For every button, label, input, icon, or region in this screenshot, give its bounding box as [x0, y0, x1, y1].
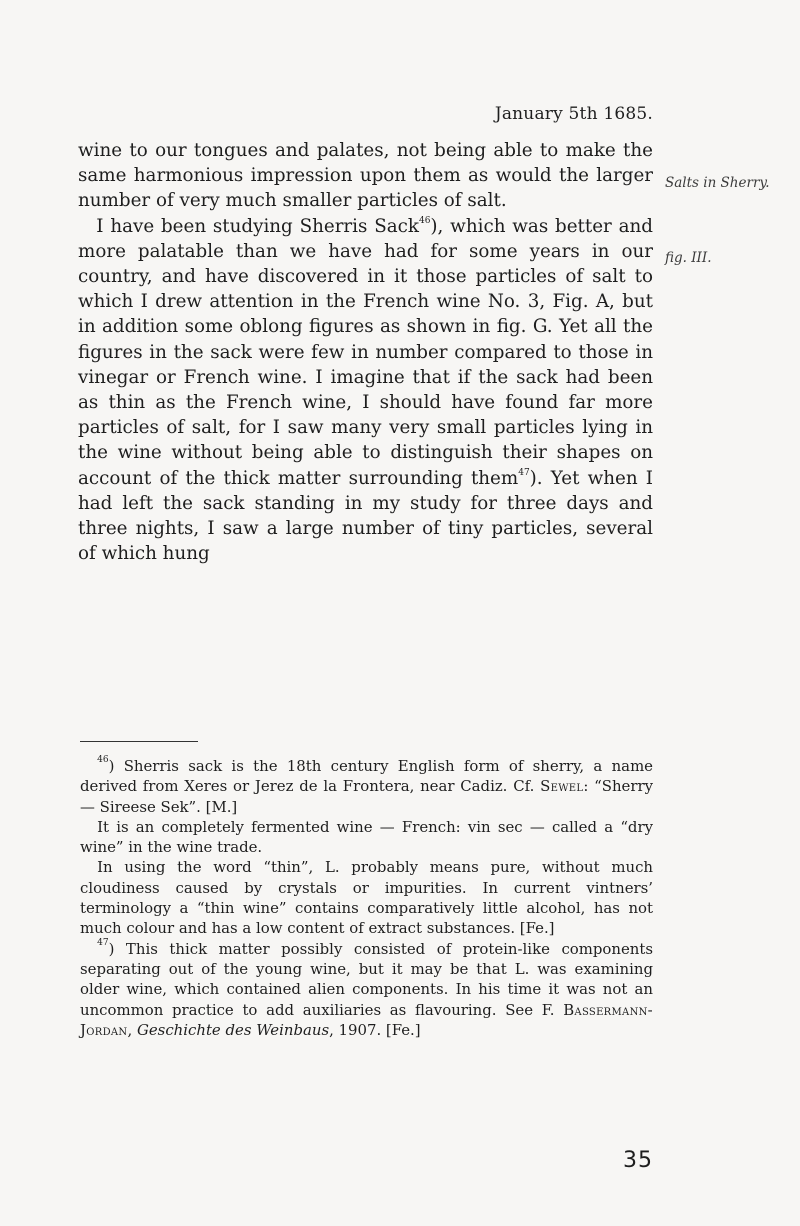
- footnote-ref-47[interactable]: 47: [518, 467, 530, 478]
- margin-note-fig: fig. III.: [665, 250, 712, 266]
- main-text: [78, 138, 653, 566]
- footnote-46: [80, 756, 653, 817]
- footnote-ref-46[interactable]: 46: [418, 215, 431, 226]
- margin-note-salts: Salts in Sherry.: [665, 175, 770, 191]
- footnote-47-title: Geschichte des Weinbaus: [136, 1020, 330, 1039]
- footnote-rule: [80, 741, 198, 742]
- paragraph-2-text-c: ). Yet when I had left the sack standing in my study for three days and three nights, I saw a large number of tiny particles, several of which hung: [78, 467, 653, 565]
- page-number: 35: [623, 1148, 653, 1173]
- footnote-47-author: Bassermann-Jordan: [80, 1000, 653, 1039]
- footnote-47-text-b: , 1907. [Fe.]: [329, 1020, 421, 1039]
- paragraph-2-text-b: ), which was better and more palatable than we have had for some years in our country, and have discovered in it those particles of salt to which I drew attention in the French wine No. 3, Fig. A, but in addition some oblong figures as shown in fig. G. Yet all the figures in the sack were few in number compared to those in vinegar or French wine. I imagine that if the sack had been as thin as the French wine, I should have found far more particles of salt, for I saw many very small particles lying in the wine without being able to distinguish their shapes on account of the thick matter surrounding them: [78, 215, 653, 489]
- paragraph-2: [78, 214, 653, 567]
- footnote-46-text-a: ) Sherris sack is the 18th century English form of sherry, a name derived from Xeres or Jerez de la Frontera, near Cadiz. Cf.: [80, 757, 653, 796]
- footnote-46-paragraph-2: It is an completely fermented wine — French: vin sec — called a “dry wine” in the wine trade.: [80, 817, 653, 857]
- footnote-47-number: 47: [97, 937, 109, 948]
- footnotes: [80, 756, 653, 1040]
- footnote-47-text-a: ) This thick matter possibly consisted of protein-like components separating out of the young wine, but it may be that L. was examining older wine, which contained alien components. In his time it was not an uncommon practice to add auxiliaries as flavouring. See F.: [80, 939, 653, 1019]
- footnote-46-paragraph-3: In using the word “thin”, L. probably means pure, without much cloudiness caused by crystals or impurities. In current vintners’ terminology a “thin wine” contains comparatively little alcohol, has not much colour and has a low content of extract substances. [Fe.]: [80, 858, 653, 938]
- footnote-47: [80, 939, 653, 1040]
- footnote-47-sep: ,: [127, 1020, 137, 1039]
- footnote-46-author: Sewel: [540, 777, 584, 796]
- running-head: January 5th 1685.: [494, 104, 653, 124]
- paragraph-1: wine to our tongues and palates, not being able to make the same harmonious impression upon them as would the larger number of very much smaller particles of salt.: [78, 140, 653, 212]
- paragraph-2-text-a: I have been studying Sherris Sack: [96, 215, 419, 237]
- footnote-46-text-b: : “Sherry — Sireese Sek”. [M.]: [80, 777, 653, 816]
- footnote-46-number: 46: [97, 755, 109, 765]
